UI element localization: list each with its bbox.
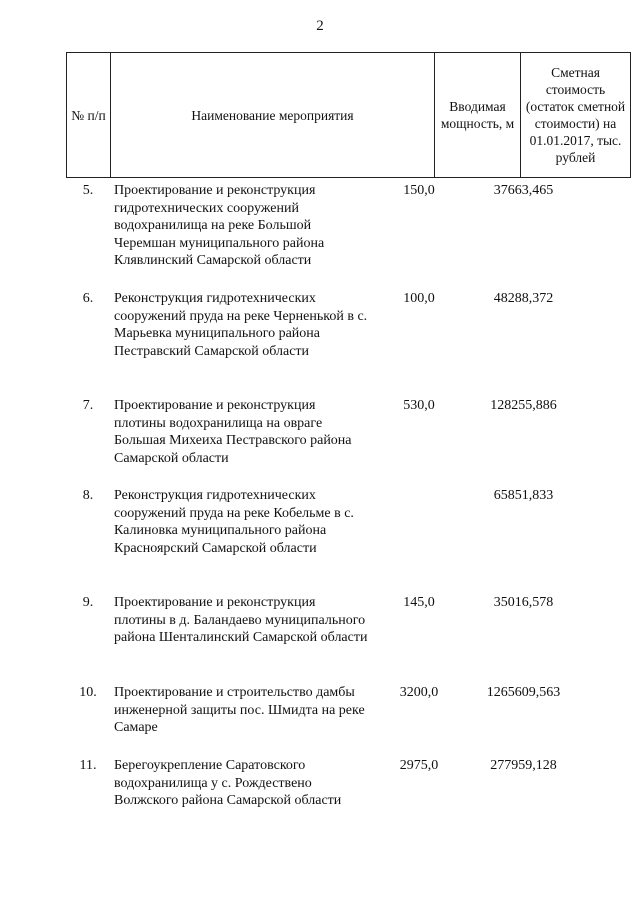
row-cost: 277959,128 xyxy=(490,758,557,773)
table-row xyxy=(66,397,578,467)
row-cost: 65851,833 xyxy=(493,488,554,503)
row-name: Проектирование и реконструкция гидротехнических сооружений водохранилища на реке Большой Черемшан муниципального района Клявлинский Самарской области xyxy=(114,183,325,268)
table-row xyxy=(66,594,578,647)
row-cost: 1265609,563 xyxy=(486,685,561,700)
row-capacity: 150,0 xyxy=(403,183,435,198)
table-header xyxy=(66,52,631,178)
row-name: Реконструкция гидротехнических сооружений пруда на реке Кобельме в с. Калиновка муниципального района Красноярский Самарской области xyxy=(114,488,354,556)
row-capacity: 145,0 xyxy=(403,595,435,610)
table-row xyxy=(66,684,578,737)
row-capacity: 2975,0 xyxy=(399,758,439,773)
row-num: 11. xyxy=(79,758,97,773)
table-row xyxy=(66,182,578,270)
row-num: 7. xyxy=(82,398,94,413)
row-cost: 35016,578 xyxy=(493,595,554,610)
row-capacity: 530,0 xyxy=(403,398,435,413)
row-num: 9. xyxy=(82,595,94,610)
header-capacity: Вводимая мощность, м xyxy=(435,53,521,178)
row-name: Проектирование и реконструкция плотины в д. Баландаево муниципального района Шенталинский Самарской области xyxy=(114,595,368,645)
row-capacity xyxy=(369,487,469,557)
row-capacity: 100,0 xyxy=(403,291,435,306)
row-num: 6. xyxy=(82,291,94,306)
table-row xyxy=(66,757,578,810)
table-row xyxy=(66,487,578,557)
row-num: 5. xyxy=(82,183,94,198)
table-row xyxy=(66,290,578,360)
header-num: № п/п xyxy=(67,53,111,178)
row-cost: 128255,886 xyxy=(490,398,557,413)
row-num: 8. xyxy=(82,488,94,503)
row-cost: 48288,372 xyxy=(493,291,554,306)
page-number: 2 xyxy=(316,18,324,34)
row-name: Проектирование и строительство дамбы инженерной защиты пос. Шмидта на реке Самаре xyxy=(114,685,365,735)
row-name: Реконструкция гидротехнических сооружений пруда на реке Черненькой в с. Марьевка муниципального района Пестравский Самарской области xyxy=(114,291,368,359)
row-name: Проектирование и реконструкция плотины водохранилища на овраге Большая Михеиха Пестравского района Самарской области xyxy=(114,398,352,466)
row-name: Берегоукрепление Саратовского водохранилища у с. Рождествено Волжского района Самарской области xyxy=(114,758,342,808)
row-cost: 37663,465 xyxy=(493,183,554,198)
row-num: 10. xyxy=(79,685,97,700)
row-capacity: 3200,0 xyxy=(399,685,439,700)
header-cost: Сметная стоимость (остаток сметной стоимости) на 01.01.2017, тыс. рублей xyxy=(521,53,631,178)
header-name: Наименование мероприятия xyxy=(111,53,435,178)
